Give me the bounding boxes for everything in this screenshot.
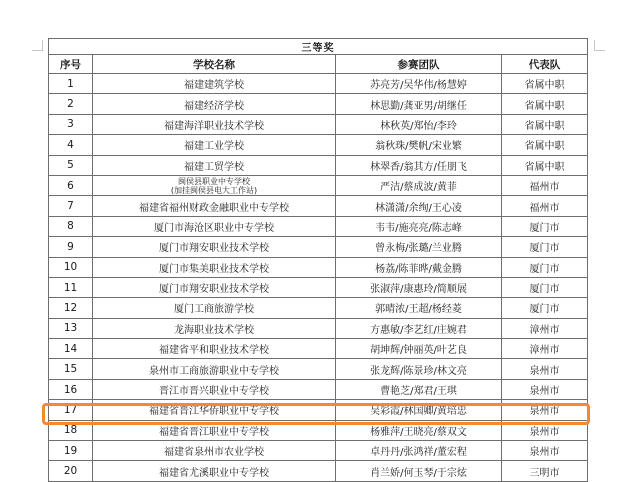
cell-delegation: 泉州市	[502, 400, 588, 420]
cell-index: 13	[49, 318, 93, 338]
table-row	[49, 155, 588, 175]
cell-team: 吴彩霞/林国卿/黄培忠	[336, 400, 502, 420]
table-row	[49, 359, 588, 379]
table-row	[49, 339, 588, 359]
cell-delegation: 厦门市	[502, 237, 588, 257]
cell-delegation: 漳州市	[502, 339, 588, 359]
cell-school: 福建省晋江华侨职业中专学校	[93, 400, 336, 420]
cell-delegation: 厦门市	[502, 298, 588, 318]
cell-index: 9	[49, 237, 93, 257]
cell-index: 6	[49, 175, 93, 195]
cell-delegation: 福州市	[502, 175, 588, 195]
cell-delegation: 厦门市	[502, 257, 588, 277]
cell-delegation: 泉州市	[502, 379, 588, 399]
cell-team: 胡坤辉/钟丽英/叶艺良	[336, 339, 502, 359]
page-corner-mark-left	[32, 40, 43, 51]
cell-delegation: 泉州市	[502, 441, 588, 461]
cell-school: 福建省泉州市农业学校	[93, 441, 336, 461]
cell-school: 晋江市晋兴职业中专学校	[93, 379, 336, 399]
table-row	[49, 114, 588, 134]
cell-school: 厦门市海沧区职业中专学校	[93, 216, 336, 236]
cell-team: 卓丹丹/张鸿祥/董宏程	[336, 441, 502, 461]
cell-index: 5	[49, 155, 93, 175]
cell-team: 郭晴浓/王超/杨经菱	[336, 298, 502, 318]
cell-school: 厦门市翔安职业技术学校	[93, 277, 336, 297]
cell-delegation: 厦门市	[502, 216, 588, 236]
cell-team: 方惠敏/李艺红/庄婉君	[336, 318, 502, 338]
table-row	[49, 318, 588, 338]
cell-delegation: 省属中职	[502, 155, 588, 175]
cell-delegation: 三明市	[502, 461, 588, 481]
cell-school: 福建省平和职业技术学校	[93, 339, 336, 359]
table-row	[49, 196, 588, 216]
cell-school: 泉州市工商旅游职业中专学校	[93, 359, 336, 379]
cell-delegation: 省属中职	[502, 135, 588, 155]
cell-team: 杨荔/陈菲晔/戴金腾	[336, 257, 502, 277]
cell-school: 福建工业学校	[93, 135, 336, 155]
table-body	[49, 74, 588, 482]
cell-team: 韦韦/施亮亮/陈志峰	[336, 216, 502, 236]
cell-team: 林秋英/郑怡/李玲	[336, 114, 502, 134]
award-table	[48, 38, 588, 482]
cell-index: 20	[49, 461, 93, 481]
cell-index: 14	[49, 339, 93, 359]
header-delegation: 代表队	[502, 55, 588, 74]
cell-index: 4	[49, 135, 93, 155]
table-row	[49, 379, 588, 399]
cell-index: 12	[49, 298, 93, 318]
table-row	[49, 400, 588, 420]
table-row	[49, 74, 588, 94]
cell-school: 福建海洋职业技术学校	[93, 114, 336, 134]
table-title: 三等奖	[49, 39, 588, 55]
cell-delegation: 泉州市	[502, 420, 588, 440]
table-row	[49, 94, 588, 114]
cell-school: 闽侯县职业中专学校 (加挂闽侯县电大工作站)	[93, 175, 336, 195]
cell-delegation: 省属中职	[502, 114, 588, 134]
cell-school: 厦门市集美职业技术学校	[93, 257, 336, 277]
cell-delegation: 厦门市	[502, 277, 588, 297]
table-row	[49, 298, 588, 318]
header-team: 参赛团队	[336, 55, 502, 74]
cell-team: 肖兰娇/何玉琴/于宗炫	[336, 461, 502, 481]
cell-index: 17	[49, 400, 93, 420]
cell-index: 19	[49, 441, 93, 461]
page-corner-mark-right	[594, 40, 605, 51]
table-row	[49, 420, 588, 440]
cell-index: 7	[49, 196, 93, 216]
cell-index: 1	[49, 74, 93, 94]
cell-delegation: 漳州市	[502, 318, 588, 338]
header-index: 序号	[49, 55, 93, 74]
table-row	[49, 461, 588, 481]
cell-index: 2	[49, 94, 93, 114]
cell-index: 16	[49, 379, 93, 399]
table-row	[49, 277, 588, 297]
cell-index: 10	[49, 257, 93, 277]
cell-school: 福建工贸学校	[93, 155, 336, 175]
table-row	[49, 237, 588, 257]
cell-team: 杨雅萍/王晓亮/蔡双文	[336, 420, 502, 440]
cell-index: 11	[49, 277, 93, 297]
cell-team: 苏亮芳/吴华伟/杨慧婷	[336, 74, 502, 94]
cell-team: 曹艳芝/郑君/王琪	[336, 379, 502, 399]
table-row	[49, 135, 588, 155]
cell-team: 林思勤/龚亚男/胡继任	[336, 94, 502, 114]
cell-team: 翁秋珠/樊帆/宋业繁	[336, 135, 502, 155]
cell-school: 厦门工商旅游学校	[93, 298, 336, 318]
header-school: 学校名称	[93, 55, 336, 74]
cell-school: 福建省福州财政金融职业中专学校	[93, 196, 336, 216]
cell-index: 3	[49, 114, 93, 134]
cell-team: 林潇潇/余绚/王心凌	[336, 196, 502, 216]
cell-team: 严洁/蔡成波/黄菲	[336, 175, 502, 195]
cell-delegation: 福州市	[502, 196, 588, 216]
cell-school: 福建建筑学校	[93, 74, 336, 94]
table-row	[49, 257, 588, 277]
cell-school: 福建经济学校	[93, 94, 336, 114]
cell-team: 曾永梅/张璐/兰业腾	[336, 237, 502, 257]
cell-school: 龙海职业技术学校	[93, 318, 336, 338]
cell-index: 18	[49, 420, 93, 440]
table-row	[49, 441, 588, 461]
cell-school: 福建省晋江职业中专学校	[93, 420, 336, 440]
cell-index: 8	[49, 216, 93, 236]
cell-delegation: 省属中职	[502, 94, 588, 114]
cell-school: 厦门市翔安职业技术学校	[93, 237, 336, 257]
cell-index: 15	[49, 359, 93, 379]
cell-team: 张淑萍/康惠玲/简顺展	[336, 277, 502, 297]
cell-team: 张龙辉/陈景珍/林文亮	[336, 359, 502, 379]
cell-delegation: 省属中职	[502, 74, 588, 94]
table-row	[49, 216, 588, 236]
cell-team: 林翠香/翁其方/任朋飞	[336, 155, 502, 175]
table-row	[49, 175, 588, 195]
cell-school: 福建省尤溪职业中专学校	[93, 461, 336, 481]
cell-delegation: 泉州市	[502, 359, 588, 379]
